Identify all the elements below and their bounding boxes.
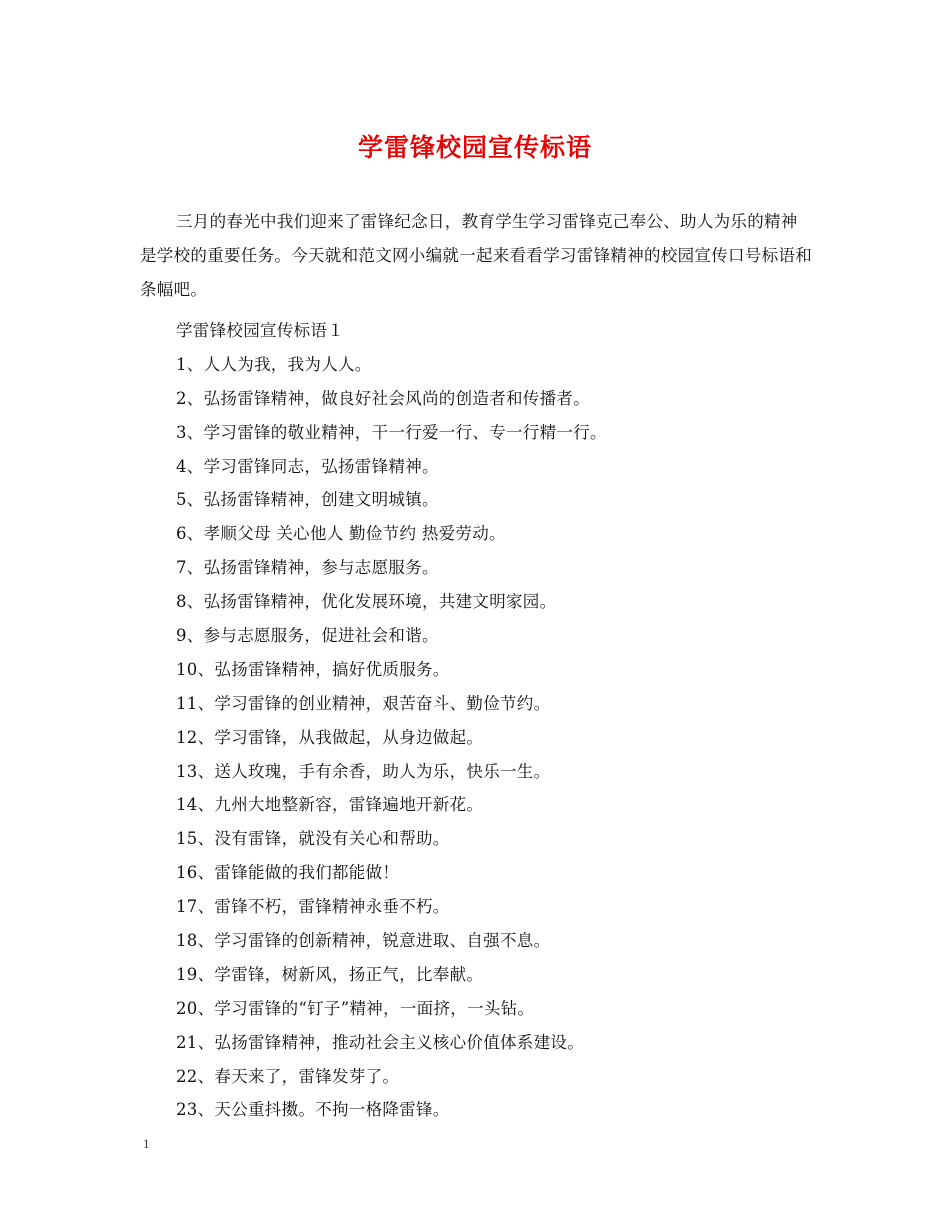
page-number: 1 [143,1136,150,1151]
list-item: 16、雷锋能做的我们都能做！ [176,863,400,883]
list-item: 23、天公重抖擞。不拘一格降雷锋。 [176,1100,450,1120]
list-item: 3、学习雷锋的敬业精神，干一行爱一行、专一行精一行。 [176,422,607,442]
list-item: 2、弘扬雷锋精神，做良好社会风尚的创造者和传播者。 [176,388,590,408]
section-heading: 学雷锋校园宣传标语１ [176,321,344,340]
list-item: 10、弘扬雷锋精神，搞好优质服务。 [176,659,450,679]
list-item: 5、弘扬雷锋精神，创建文明城镇。 [176,490,439,510]
list-item: 1、人人为我，我为人人。 [176,354,372,374]
list-item: 9、参与志愿服务，促进社会和谐。 [176,626,439,646]
list-item: 12、学习雷锋，从我做起，从身边做起。 [176,727,484,747]
list-item: 22、春天来了，雷锋发芽了。 [176,1066,400,1086]
list-item: 7、弘扬雷锋精神，参与志愿服务。 [176,558,439,578]
list-item: 17、雷锋不朽，雷锋精神永垂不朽。 [176,897,450,917]
slogan-list [176,314,816,1127]
list-item: 18、学习雷锋的创新精神，锐意进取、自强不息。 [176,931,551,951]
list-item: 4、学习雷锋同志，弘扬雷锋精神。 [176,456,439,476]
list-item: 21、弘扬雷锋精神，推动社会主义核心价值体系建设。 [176,1032,584,1052]
list-item: 6、孝顺父母 关心他人 勤俭节约 热爱劳动。 [176,524,506,544]
list-item: 8、弘扬雷锋精神，优化发展环境，共建文明家园。 [176,592,557,612]
list-item: 20、学习雷锋的“钉子”精神，一面挤，一头钻。 [176,998,535,1018]
intro-paragraph: 三月的春光中我们迎来了雷锋纪念日，教育学生学习雷锋克己奉公、助人为乐的精神是学校的重要任务。今天就和范文网小编就一起来看看学习雷锋精神的校园宣传口号标语和条幅吧。 [140,212,812,299]
list-item: 11、学习雷锋的创业精神，艰苦奋斗、勤俭节约。 [176,693,551,713]
list-item: 14、九州大地整新容，雷锋遍地开新花。 [176,795,484,815]
list-item: 13、送人玫瑰，手有余香，助人为乐，快乐一生。 [176,761,551,781]
page-title: 学雷锋校园宣传标语 [357,133,592,162]
list-item: 19、学雷锋，树新风，扬正气，比奉献。 [176,964,484,984]
list-item: 15、没有雷锋，就没有关心和帮助。 [176,829,450,849]
